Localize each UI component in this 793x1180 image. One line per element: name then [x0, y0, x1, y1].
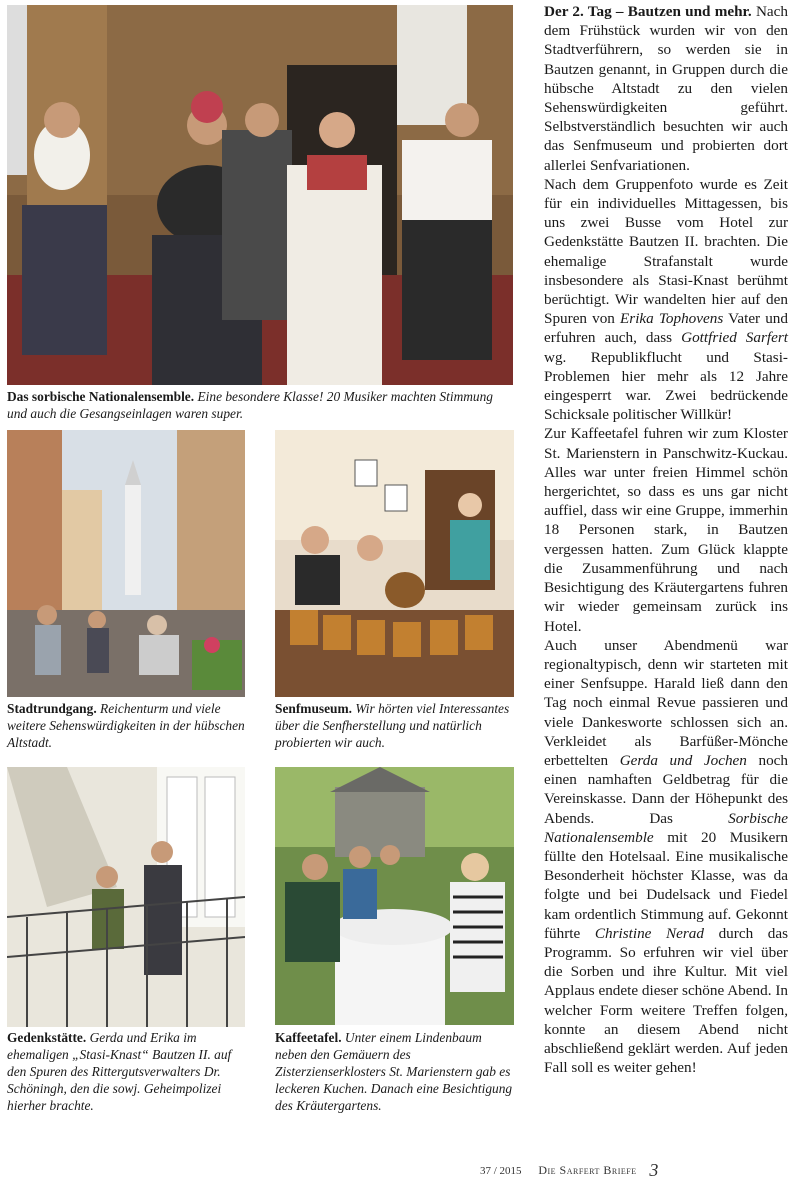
article-p2-name: Gottfried Sarfert	[681, 329, 788, 347]
article-p4-name: Sorbische Nationalensemble	[544, 809, 788, 846]
caption-ensemble	[7, 388, 513, 422]
caption-gedenkstaette	[7, 1029, 247, 1114]
magazine-name: Die Sarfert Briefe	[538, 1163, 637, 1177]
article-p4-name: Christine Nerad	[594, 924, 704, 942]
caption-kaffeetafel	[275, 1029, 515, 1114]
article-heading: Der 2. Tag – Bautzen und mehr.	[544, 3, 752, 20]
caption-stadtrundgang-title: Stadtrundgang.	[7, 701, 97, 716]
photo-stadtrundgang	[7, 430, 245, 697]
caption-stadtrundgang	[7, 700, 245, 751]
page-footer	[480, 1158, 658, 1179]
article-paragraph-4	[544, 636, 788, 1078]
article-p4-part: Auch unser Abendmenü war regionaltypisch, denn wir starteten mit einer Senfsuppe. Harald ließ dann den Tag noch einmal Revue passieren und viele Dankesworte schlossen sich an. Verkleidet als Barfüßer-Mönche erbettelten	[544, 636, 788, 769]
caption-senfmuseum	[275, 700, 514, 751]
caption-kaffeetafel-text: Unter einem Lindenbaum neben den Gemäuern des Zisterzienserklosters St. Marienstern gab es leckeren Kuchen. Danach eine Besichtigung des Kräutergartens.	[275, 1030, 513, 1113]
article-p2-part: Vater und erfuhren auch, dass	[544, 310, 788, 347]
photo-sorbian-ensemble	[7, 5, 513, 385]
article-p4-part: noch einen namhaften Geldbetrag für die Vereinskasse. Dann der Höhepunkt des Abends. Das	[544, 751, 788, 827]
article-p4-name: Gerda und Jochen	[619, 751, 747, 769]
caption-senfmuseum-text: Wir hörten viel Interessantes über die Senfherstellung und natürlich probierten wir auch.	[275, 701, 510, 750]
article-p2-part: Nach dem Gruppenfoto wurde es Zeit für ein individuelles Mittagessen, bis uns zwei Busse vom Hotel zur Gedenkstätte Bautzen II. brachten. Die ehemalige Strafanstalt wurde insbesondere als Stasi-Knast berühmt berüchtigt. Wir wandelten hier auf den Spuren von	[544, 175, 788, 328]
article-paragraph-2	[544, 175, 788, 425]
caption-ensemble-title: Das sorbische Nationalensemble.	[7, 389, 195, 404]
caption-kaffeetafel-title: Kaffeetafel.	[275, 1030, 342, 1045]
page-number: 3	[649, 1160, 659, 1180]
caption-gedenkstaette-title: Gedenkstätte.	[7, 1030, 87, 1045]
caption-gedenkstaette-text: Gerda und Erika im ehemaligen „Stasi-Knast“ Bautzen II. auf den Spuren des Rittergutsverwalters Dr. Schöningh, den die sowj. Geheimpolizei hierher brachte.	[7, 1030, 232, 1113]
photo-gedenkstaette	[7, 767, 245, 1027]
article-p4-part: durch das Programm. So erfuhren wir viel über die Sorben und ihre Kultur. Mit viel Applaus endete dieser schöne Abend. In welcher Form weitere Treffen folgen, konnte an diesem Abend nicht abschließend geklärt werden. Auf jeden Fall soll es weiter gehen!	[544, 924, 789, 1077]
issue-number: 37 / 2015	[480, 1165, 522, 1177]
caption-stadtrundgang-text: Reichenturm und viele weitere Sehenswürdigkeiten in der hübschen Altstadt.	[7, 701, 245, 750]
article-p2-part: wg. Republikflucht und Stasi-Problemen hier mehr als 12 Jahre eingesperrt war. Zwei bedrückende Schicksale politischer Willkür!	[544, 348, 788, 424]
caption-ensemble-text: Eine besondere Klasse! 20 Musiker machten Stimmung und auch die Gesangseinlagen waren super.	[7, 389, 493, 421]
photo-kaffeetafel	[275, 767, 514, 1025]
article-p4-part: mit 20 Musikern füllte den Hotelsaal. Eine musikalische Besonderheit höchster Klasse, was da folgte und bei Dudelsack und Fiedel kam ordentlich Stimmung auf. Gekonnt führte	[544, 828, 788, 942]
photo-senfmuseum	[275, 430, 514, 697]
article-text	[544, 2, 788, 1077]
article-paragraph-3: Zur Kaffeetafel fuhren wir zum Kloster St. Marienstern in Panschwitz-Kuckau. Alles war unter freien Himmel schön hergerichtet, so dass es uns gar nicht auffiel, dass wir eine Gruppe, immerhin 18 Personen stark, in Bautzen vergessen hatten. Zum Glück klappte die Zusammenführung und nach Besichtigung des Kräutergartens fuhren wir wieder gemeinsam zurück ins Hotel.	[544, 425, 788, 635]
article-p2-name: Erika Tophovens	[620, 310, 724, 328]
caption-senfmuseum-title: Senfmuseum.	[275, 701, 353, 716]
article-paragraph-1: Nach dem Frühstück wurden wir von den Stadtverführern, so werden sie in Bautzen genannt, in Gruppen durch die hübsche Altstadt zu den vielen Sehenswürdigkeiten geführt. Selbstverständlich besuchten wir auch das Senfmuseum und probierten dort allerlei Senfvariationen.	[544, 3, 789, 174]
